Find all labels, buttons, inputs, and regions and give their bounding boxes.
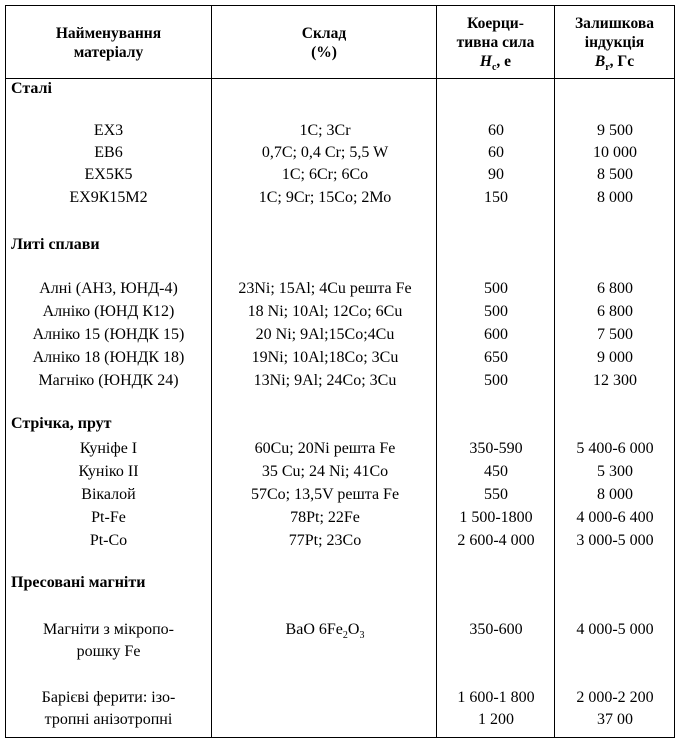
header-composition: Склад (%) [301,24,347,61]
composition: 20 Ni; 9Al;15Co;4Cu [255,326,395,343]
composition: 35 Cu; 24 Ni; 41Co [261,463,389,480]
coercive-force: 350-590 [469,440,523,457]
composition: BaO $6Fe_2O_3$ [285,621,365,642]
material-name: Куніко ІІ [78,463,139,480]
remanent-induction: 8 500 [597,166,633,183]
material-name: Pt-Co [89,532,128,549]
composition: 77Pt; 23Co [288,532,362,549]
table-row [6,142,674,164]
header-material-name: Найменування матеріалу [55,24,162,61]
table-row [6,347,674,369]
coercive-force: 500 [484,303,508,320]
table-row [6,301,674,323]
table-row [6,484,674,506]
table-row [6,438,674,460]
coercive-force: 500 [484,280,508,297]
material-name: ЕХ5К5 [84,166,133,183]
composition: 78Pt; 22Fe [290,509,360,526]
coercive-force: 650 [484,349,508,366]
coercive-force: 60 [488,144,504,161]
coercive-force: 550 [484,486,508,503]
coercive-force: 500 [484,372,508,389]
table-row [6,370,674,392]
material-name: ЕХ3 [93,122,124,139]
remanent-induction: 5 400-6 000 [576,440,654,457]
material-name: Вікалой [81,486,136,503]
composition: 57Co; 13,5V решта Fe [250,486,400,503]
section-title-pressed-magnets: Пресовані магніти [11,574,146,591]
section-title-steels: Сталі [11,80,52,97]
material-name: Куніфе І [79,440,138,457]
table-row [6,507,674,529]
table-row [6,530,674,552]
remanent-induction: 9 500 [597,122,633,139]
remanent-induction: 5 300 [597,463,633,480]
composition: 60Cu; 20Ni решта Fe [254,440,396,457]
remanent-induction: 8 000 [597,486,633,503]
remanent-induction: 9 000 [597,349,633,366]
material-name: ЕВ6 [94,144,123,161]
table-row [6,461,674,483]
coercive-force: 90 [488,166,504,183]
coercive-force: 60 [488,122,504,139]
material-name: Алні (АН3, ЮНД-4) [39,280,178,297]
remanent-induction: 8 000 [597,189,633,206]
material-name: Алніко 15 (ЮНДК 15) [32,326,185,343]
composition: 13Ni; 9Al; 24Co; 3Cu [253,372,397,389]
material-name: Pt-Fe [91,509,126,526]
material-name: Алніко 18 (ЮНДК 18) [32,349,185,366]
coercive-force: 350-600 [469,621,523,638]
remanent-induction: 2 000-2 200 37 00 [576,689,654,728]
coercive-force: 1 600-1 800 1 200 [457,689,535,728]
materials-table [5,5,675,738]
table-row [6,324,674,346]
material-name: Барієві ферити: ізо- тропні анізотропні [41,689,176,728]
remanent-induction: 4 000-5 000 [576,621,654,638]
coercive-force: 2 600-4 000 [457,532,535,549]
composition: 1С; 3Сr [299,122,351,139]
material-name: Магніти з мікропо- рошку Fe [42,621,174,660]
remanent-induction: 12 300 [593,372,637,389]
coercive-force: 450 [484,463,508,480]
remanent-induction: 10 000 [593,144,637,161]
table-row [6,164,674,186]
table-row [6,120,674,142]
composition: 0,7С; 0,4 Сr; 5,5 W [261,144,389,161]
remanent-induction: 7 500 [597,326,633,343]
remanent-induction: 3 000-5 000 [576,532,654,549]
header-coercive-force: Коерци- тивна сила $H_c$, е [456,15,535,74]
section-title-strip-rod: Стрічка, прут [11,415,112,432]
table-row [6,187,674,209]
composition: 23Ni; 15Al; 4Cu решта Fe [238,280,412,297]
header-remanent-induction: Залишкова індукція $B_r$, Гс [575,15,654,74]
section-title-cast-alloys: Литі сплави [11,236,100,253]
composition: 18 Ni; 10Al; 12Co; 6Cu [247,303,403,320]
composition: 1С; 6Сr; 6Со [281,166,369,183]
coercive-force: 1 500-1800 [459,509,533,526]
coercive-force: 600 [484,326,508,343]
composition: 19Ni; 10Al;18Co; 3Cu [251,349,399,366]
material-name: ЕХ9К15М2 [69,189,148,206]
table-row [6,278,674,300]
remanent-induction: 6 800 [597,280,633,297]
remanent-induction: 4 000-6 400 [576,509,654,526]
remanent-induction: 6 800 [597,303,633,320]
material-name: Магніко (ЮНДК 24) [38,372,179,389]
composition: 1С; 9Сr; 15Со; 2Мо [258,189,392,206]
coercive-force: 150 [484,189,508,206]
material-name: Алніко (ЮНД К12) [42,303,175,320]
